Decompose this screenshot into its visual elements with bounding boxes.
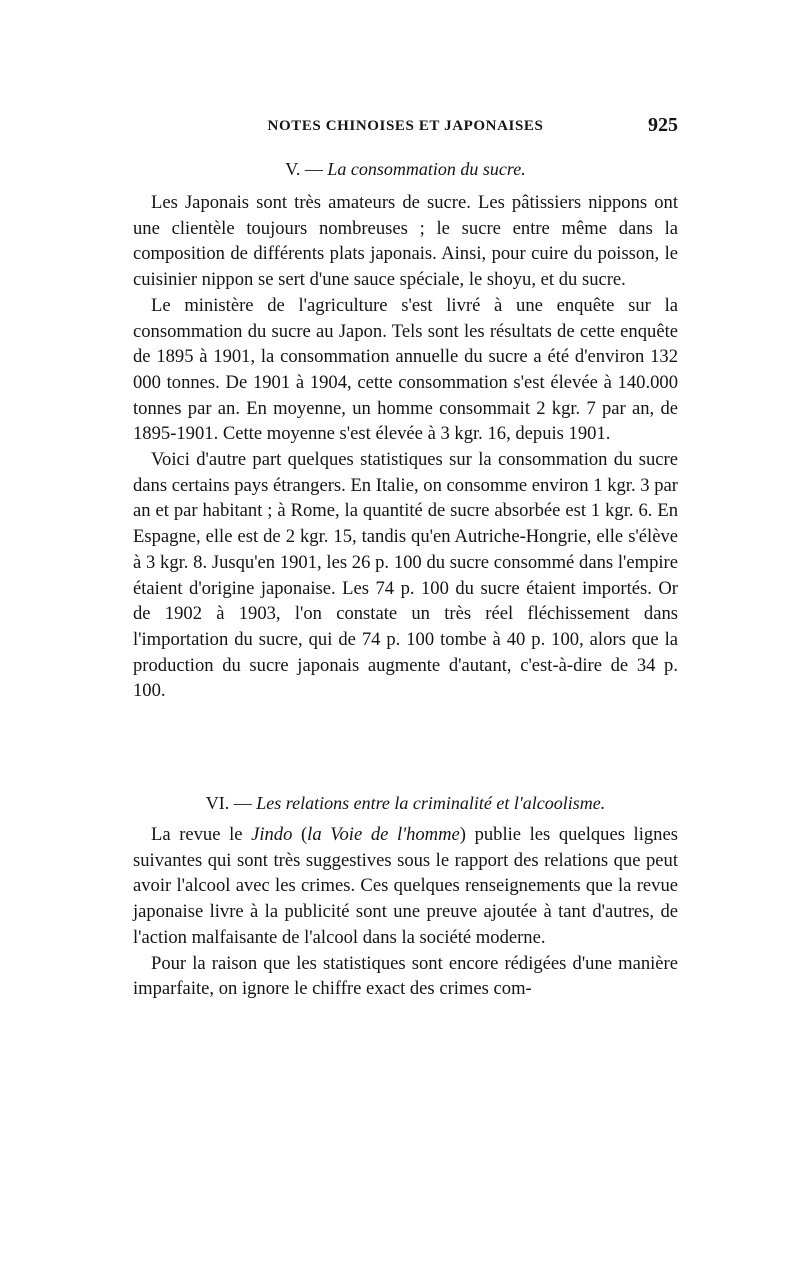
running-head [133, 114, 678, 138]
section-v-paragraph-2: Le ministère de l'agriculture s'est livré à une enquête sur la consommation du sucre au Japon. Tels sont les résultats de cette enquête de 1895 à 1901, la consommation annuelle du sucre a été d'environ 132 000 tonnes. De 1901 à 1904, cette consommation s'est élevée à 140.000 tonnes par an. En moyenne, un homme consommait 2 kgr. 7 par an, de 1895-1901. Cette moyenne s'est élevée à 3 kgr. 16, depuis 1901. [133, 294, 678, 445]
parenthesis-open: ( [292, 824, 308, 845]
paragraph-lead: La revue le [151, 824, 252, 845]
section-v-body [133, 190, 678, 704]
journal-name: Jindo [251, 824, 293, 845]
section-vi-body [133, 822, 678, 1002]
page-number: 925 [648, 114, 678, 136]
section-v-title: La consommation du sucre. [327, 159, 526, 179]
section-vi-heading [133, 791, 678, 815]
section-vi-paragraph-1 [133, 822, 678, 951]
section-vi-paragraph-2: Pour la raison que les statistiques sont encore rédigées d'une manière imparfaite, on ignore le chiffre exact des crimes com- [133, 952, 678, 1000]
section-vi-number: VI. — [205, 793, 252, 813]
section-v-heading [133, 157, 678, 181]
section-v-number: V. — [285, 159, 323, 179]
section-v-paragraph-3: Voici d'autre part quelques statistiques sur la consommation du sucre dans certains pays étrangers. En Italie, on consomme environ 1 kgr. 3 par an et par habitant ; à Rome, la quantité de sucre absorbée est 1 kgr. 6. En Espagne, elle est de 2 kgr. 15, tandis qu'en Autriche-Hongrie, elle s'élève à 3 kgr. 8. Jusqu'en 1901, les 26 p. 100 du sucre consommé dans l'empire étaient d'origine japonaise. Les 74 p. 100 du sucre étaient importés. Or de 1902 à 1903, l'on constate un très réel fléchissement dans l'importation du sucre, qui de 74 p. 100 tombe à 40 p. 100, alors que la production du sucre japonais augmente d'autant, c'est-à-dire de 34 p. 100. [133, 449, 678, 702]
section-vi-title: Les relations entre la criminalité et l'alcoolisme. [256, 793, 606, 813]
journal-translation: la Voie de l'homme [307, 824, 460, 845]
running-title: NOTES CHINOISES ET JAPONAISES [267, 118, 544, 134]
section-v-paragraph-1: Les Japonais sont très amateurs de sucre. Les pâtissiers nippons ont une clientèle toujours nombreuses ; le sucre entre même dans la composition de différents plats japonais. Ainsi, pour cuire du poisson, le cuisinier nippon se sert d'une sauce spéciale, le shoyu, et du sucre. [133, 192, 678, 291]
paragraph-rest: ) publie les quelques lignes suivantes qui sont très suggestives sous le rapport des relations que peut avoir l'alcool avec les crimes. Ces quelques renseignements que la revue japonaise livre à la publicité sont une preuve ajoutée à tant d'autres, de l'action malfaisante de l'alcool dans la société moderne. [133, 824, 678, 948]
